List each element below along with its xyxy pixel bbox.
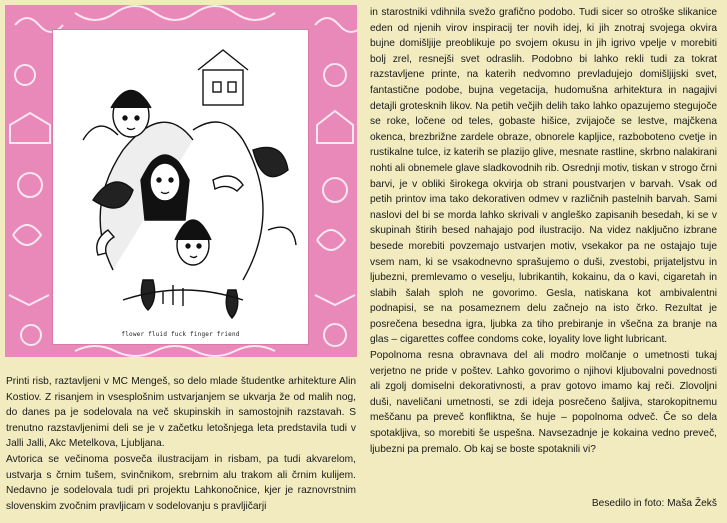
artwork-card [53, 30, 308, 344]
paragraph: Avtorica se večinoma posveča ilustracijam in risbam, pa tudi akvarelom, ustvarja s črnim tušem, svinčnikom, srebrnim alu trakom ali črnim kulijem. Nedavno je sodelovala tudi pri projektu Lahkonočnice, kjer je raznovrstnim slovenskim zvočnim pravljicam v sodelovanju s pravljičarji [6, 453, 356, 512]
left-column [6, 374, 356, 514]
artwork-caption: flower fluid fuck finger friend [121, 331, 240, 338]
right-column [370, 5, 717, 457]
paragraph: Popolnoma resna obravnava del ali modro molčanje o umetnosti tukaj verjetno ne pride v poštev. Lahko govorimo o njihovi kljubovalni povednosti ali zgolj domiselni dekorativnosti, a prav gotovo imamo kaj reči. Zlovoljni duši, naveličani umetnosti, se zdi ideja posrečeno šaljiva, starokopitnemu meščanu pa preveč konfliktna, še huje – popolnoma odveč. Če so dela spotakljiva, so morebiti še uspešna. Navsezadnje je kokaina vedno preveč, ljubezni pa premalo. Ob kaj se boste spotaknili vi? [370, 350, 717, 455]
illustration [53, 30, 308, 330]
photo-credit: Besedilo in foto: Maša Žekš [591, 498, 717, 509]
paragraph: in starostniki vdihnila svežo grafično podobo. Tudi sicer so otroške slikanice eden od njenih virov inspiracij ter novih idej, ki jih znotraj svojega okvira bujne domišljije preoblikuje po svojem okusu in jih igrivo vpelje v morebiti bolj zrel, resnejši svet odraslih. Podobno bi lahko rekli tudi za tokrat razstavljene printe, na katerih nedvomno prevladujejo domišljijski svet, fantastične podobe, bujna vegetacija, hudomušna arhitektura in nagajivi detajli grotesknih likov. Na petih večjih delih tako lahko opazujemo stegujoče se roke, ločene od teles, gobaste hišice, zvijajoče se lestve, majčkena okenca, brezbrižne zardele obraze, obnorele kapljice, razboboteno cvetje in rustikalne tulce, iz katerih se plazijo glive, mesnate rastline, skrbno nalakirani nohti ali obnemele glave sladkovodnih rib. Osrednji motiv, tiskan v strogo črni barvi, je v obliki širokega okvirja ob strani poustvarjen v barvah. Vsak od petih printov ima tako dekorativen odmev v različnih pastelnih barvah. Sami naslovi del bi se morda lahko skrivali v angleško zapisanih besedah, ki se v skupinah štirih besed nahajajo pod ilustracijo. Na videz naključno izbrane besede morebiti povzemajo ustvarjen motiv, vsekakor pa ne ostajajo tuje vsem nam, ki se vsakodnevno sprašujemo o duši, zvestobi, prijateljstvu in ljubezni, premlevamo o veselju, lubrikantih, kokainu, da o kavi, cigaretah in slabih šalah sploh ne govorimo. Gesla, natiskana kot ambivalentni podnapisi, se na posameznem delu začnejo na isto črko. Rezultat je posrečena besedna igra, ljubka za tiho prebiranje in všečna za branje na glas – cigarettes coffee condoms coke, loyality love light lubricant. [370, 7, 717, 346]
paragraph: Printi risb, raztavljeni v MC Mengeš, so delo mlade študentke arhitekture Alin Kostiov. Z risanjem in vsesplošnim ustvarjanjem se ukvarja že od malih nog, do danes pa je sodelovala na več skupinskih in samostojnih razstavah. S trenutno razstavljenimi deli se je v začetku letošnjega leta predstavila tudi v Jalli Jalli, Akc Metelkova, Ljubljana. [6, 376, 356, 450]
artwork-panel [5, 5, 357, 357]
